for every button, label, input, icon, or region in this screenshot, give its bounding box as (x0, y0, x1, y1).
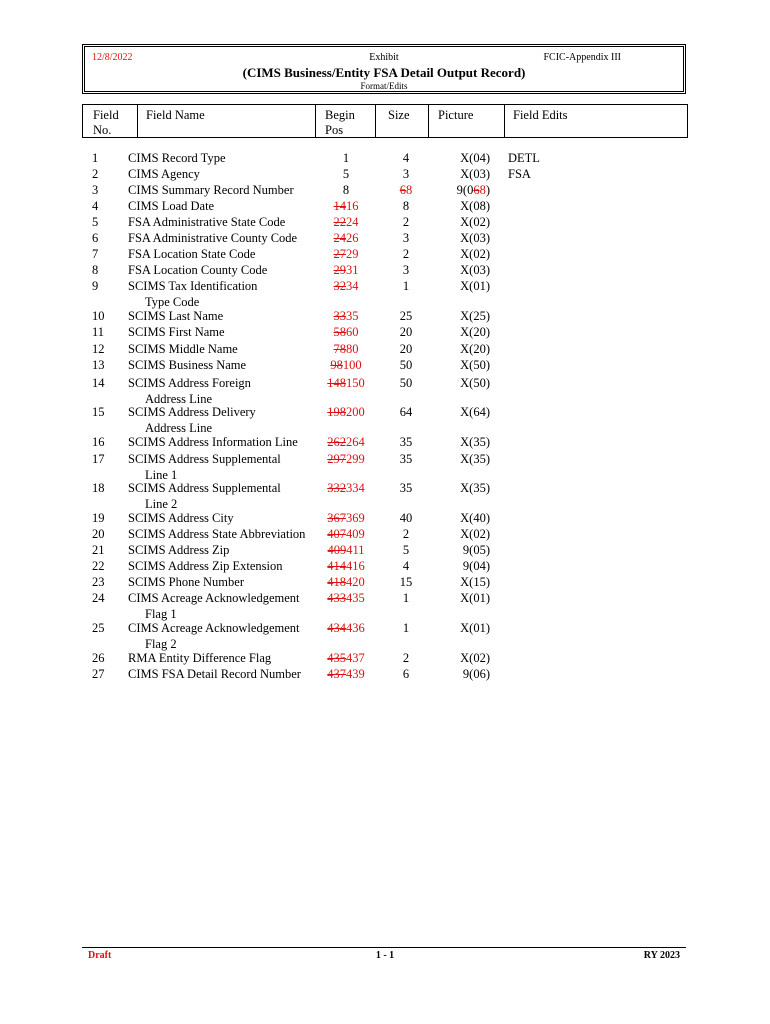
field-number: 14 (92, 376, 105, 390)
picture-text: X(04) (460, 151, 490, 165)
field-size-new: 15 (399, 575, 413, 589)
field-name (128, 199, 214, 215)
picture-text: X(35) (460, 481, 490, 495)
field-name (128, 511, 234, 527)
picture-text: 9(06) (462, 667, 490, 681)
picture-text: X(03) (460, 167, 490, 181)
field-name (128, 527, 305, 543)
field-name-continuation: Type Code (145, 294, 200, 309)
field-number: 22 (92, 559, 105, 573)
field-name-line: SCIMS Address Information Line (128, 435, 298, 449)
begin-position (318, 247, 374, 263)
begin-position-new: 435 (346, 591, 365, 605)
col-field-no: Field No. (93, 108, 119, 137)
field-name (128, 405, 256, 436)
field-name-line: FSA Administrative State Code (128, 215, 286, 229)
field-size (388, 358, 424, 374)
begin-position-old: 332 (327, 481, 346, 495)
field-picture (440, 575, 490, 591)
field-name (128, 621, 299, 652)
field-size (388, 575, 424, 591)
begin-position-new: 437 (346, 651, 365, 665)
field-number: 8 (92, 263, 99, 277)
begin-position (318, 543, 374, 559)
reinsurance-year: RY 2023 (643, 950, 680, 961)
begin-position-new: 5 (342, 167, 350, 181)
field-picture (440, 527, 490, 543)
field-name-line: CIMS Agency (128, 167, 200, 181)
field-name (128, 183, 294, 199)
begin-position (318, 309, 374, 325)
begin-position-old: 22 (333, 215, 346, 229)
field-name-continuation: Line 1 (145, 467, 178, 482)
field-size-new: 50 (399, 376, 413, 390)
field-name (128, 543, 229, 559)
begin-position (318, 183, 374, 199)
picture-text: X(01) (460, 621, 490, 635)
exhibit-header (82, 44, 686, 94)
field-number: 7 (92, 247, 99, 261)
field-size (388, 527, 424, 543)
field-name-continuation: Flag 2 (145, 636, 177, 651)
field-number: 3 (92, 183, 99, 197)
begin-position-old: 29 (333, 263, 346, 277)
begin-position-new: 29 (346, 247, 359, 261)
field-size (388, 199, 424, 215)
picture-text: 9(0 (456, 183, 474, 197)
field-size-old: 6 (399, 183, 406, 197)
field-name-continuation: Line 2 (145, 496, 178, 511)
begin-position-new: 8 (342, 183, 350, 197)
picture-text: X(01) (460, 279, 490, 293)
picture-text: X(02) (460, 215, 490, 229)
begin-position-new: 80 (346, 342, 359, 356)
field-size-new: 6 (402, 667, 410, 681)
begin-position-new: 26 (346, 231, 359, 245)
field-number: 6 (92, 231, 99, 245)
field-picture (440, 667, 490, 683)
field-picture (440, 651, 490, 667)
begin-position-old: 78 (333, 342, 346, 356)
field-name (128, 325, 225, 341)
field-size-new: 2 (402, 247, 410, 261)
field-name-line: SCIMS Address State Abbreviation (128, 527, 306, 541)
field-picture (440, 199, 490, 215)
picture-text: X(03) (460, 231, 490, 245)
page-number: 1 - 1 (375, 950, 395, 961)
field-size (388, 263, 424, 279)
field-name-continuation: Address Line (145, 391, 212, 406)
field-size (388, 215, 424, 231)
begin-position-old: 198 (327, 405, 346, 419)
field-number: 27 (92, 667, 105, 681)
exhibit-label: Exhibit (369, 52, 399, 63)
field-number: 17 (92, 452, 105, 466)
field-picture (440, 591, 490, 607)
field-name-line: SCIMS Address Supplemental (128, 481, 281, 495)
field-size-new: 3 (402, 231, 410, 245)
field-name (128, 342, 238, 358)
picture-text: X(02) (460, 651, 490, 665)
field-size (388, 543, 424, 559)
begin-position (318, 231, 374, 247)
begin-position-old: 437 (327, 667, 346, 681)
field-size-new: 35 (399, 435, 413, 449)
field-name-line: SCIMS Tax Identification (128, 279, 258, 293)
footer-rule (82, 947, 686, 948)
field-name (128, 263, 267, 279)
field-number: 19 (92, 511, 105, 525)
field-size-new: 35 (399, 452, 413, 466)
field-picture (440, 358, 490, 374)
begin-position-old: 148 (327, 376, 346, 390)
field-picture (440, 342, 490, 358)
field-name-line: SCIMS Address Zip (128, 543, 230, 557)
begin-position (318, 151, 374, 167)
begin-position (318, 167, 374, 183)
field-name (128, 591, 299, 622)
field-number: 16 (92, 435, 105, 449)
field-name-continuation: Flag 1 (145, 606, 177, 621)
field-picture (440, 215, 490, 231)
field-number: 12 (92, 342, 105, 356)
field-size-new: 2 (402, 651, 410, 665)
field-size-new: 1 (402, 621, 410, 635)
begin-position-new: 416 (346, 559, 365, 573)
field-name-line: SCIMS Last Name (128, 309, 224, 323)
field-name-line: SCIMS Address Foreign (128, 376, 251, 390)
field-number: 2 (92, 167, 99, 181)
field-size-new: 8 (402, 199, 410, 213)
begin-position (318, 481, 374, 497)
field-picture (440, 405, 490, 421)
begin-position-old: 414 (327, 559, 346, 573)
begin-position-new: 411 (346, 543, 365, 557)
begin-position (318, 591, 374, 607)
field-name (128, 215, 285, 231)
col-field-edits: Field Edits (513, 108, 568, 122)
field-size-new: 2 (402, 215, 410, 229)
begin-position-old: 407 (327, 527, 346, 541)
field-number: 15 (92, 405, 105, 419)
field-size-new: 64 (399, 405, 413, 419)
field-edit: DETL (508, 151, 540, 165)
begin-position (318, 435, 374, 451)
field-size-new: 50 (399, 358, 413, 372)
field-name-line: SCIMS First Name (128, 325, 225, 339)
field-name-line: RMA Entity Difference Flag (128, 651, 272, 665)
field-number: 23 (92, 575, 105, 589)
field-number: 9 (92, 279, 99, 293)
picture-text: X(15) (460, 575, 490, 589)
field-size (388, 247, 424, 263)
field-size (388, 651, 424, 667)
begin-position-old: 58 (333, 325, 346, 339)
field-picture (440, 151, 490, 167)
picture-text: 9(04) (462, 559, 490, 573)
begin-position-new: 420 (346, 575, 365, 589)
appendix-label: FCIC-Appendix III (543, 52, 621, 63)
field-size-new: 5 (402, 543, 410, 557)
field-size (388, 376, 424, 392)
begin-position (318, 199, 374, 215)
col-field-name: Field Name (146, 108, 205, 122)
picture-text: X(35) (460, 452, 490, 466)
field-size-new: 35 (399, 481, 413, 495)
field-size (388, 667, 424, 683)
begin-position-old: 27 (333, 247, 346, 261)
field-number: 4 (92, 199, 99, 213)
field-size-new: 20 (399, 342, 413, 356)
begin-position-new: 264 (346, 435, 365, 449)
field-number: 11 (92, 325, 105, 339)
picture-text: X(20) (460, 342, 490, 356)
picture-text: X(25) (460, 309, 490, 323)
begin-position-old: 435 (327, 651, 346, 665)
field-picture (440, 309, 490, 325)
picture-old: 6 (473, 183, 480, 197)
field-name (128, 167, 200, 183)
picture-text: X(64) (460, 405, 490, 419)
field-number: 18 (92, 481, 105, 495)
begin-position (318, 279, 374, 295)
begin-position-new: 31 (346, 263, 359, 277)
begin-position (318, 325, 374, 341)
picture-text: X(20) (460, 325, 490, 339)
begin-position-new: 34 (346, 279, 359, 293)
field-name-line: FSA Administrative County Code (128, 231, 298, 245)
field-size-new: 3 (402, 167, 410, 181)
field-picture (440, 231, 490, 247)
begin-position (318, 651, 374, 667)
field-name-line: CIMS FSA Detail Record Number (128, 667, 301, 681)
field-number: 26 (92, 651, 105, 665)
field-number: 10 (92, 309, 105, 323)
field-size-new: 1 (402, 279, 410, 293)
picture-text: X(50) (460, 376, 490, 390)
begin-position-old: 262 (327, 435, 346, 449)
field-picture (440, 559, 490, 575)
picture-text: X(08) (460, 199, 490, 213)
begin-position-new: 439 (346, 667, 365, 681)
begin-position-old: 409 (327, 543, 347, 557)
field-size (388, 231, 424, 247)
field-size (388, 151, 424, 167)
field-size-new: 3 (402, 263, 410, 277)
begin-position-new: 35 (346, 309, 359, 323)
field-size-new: 1 (402, 591, 410, 605)
field-name (128, 309, 223, 325)
picture-text: X(03) (460, 263, 490, 277)
field-name (128, 481, 281, 512)
begin-position-new: 1 (342, 151, 350, 165)
field-size (388, 559, 424, 575)
field-name-line: SCIMS Address Zip Extension (128, 559, 283, 573)
field-size (388, 481, 424, 497)
field-size-new: 40 (399, 511, 413, 525)
begin-position-new: 100 (342, 358, 362, 372)
field-picture (440, 325, 490, 341)
field-picture (440, 247, 490, 263)
field-number: 21 (92, 543, 105, 557)
picture-text: 9(05) (462, 543, 490, 557)
field-size (388, 435, 424, 451)
begin-position (318, 667, 374, 683)
field-picture (440, 263, 490, 279)
col-picture: Picture (438, 108, 474, 122)
begin-position-new: 24 (346, 215, 359, 229)
field-name-line: SCIMS Phone Number (128, 575, 244, 589)
begin-position (318, 575, 374, 591)
field-number: 20 (92, 527, 105, 541)
field-name-line: CIMS Acreage Acknowledgement (128, 591, 300, 605)
begin-position-old: 32 (333, 279, 346, 293)
begin-position (318, 452, 374, 468)
begin-position (318, 376, 374, 392)
field-name-line: SCIMS Middle Name (128, 342, 238, 356)
field-name (128, 435, 298, 451)
begin-position (318, 342, 374, 358)
field-size-new: 2 (402, 527, 410, 541)
begin-position-old: 418 (327, 575, 346, 589)
begin-position (318, 215, 374, 231)
field-number: 5 (92, 215, 99, 229)
field-name (128, 279, 257, 310)
field-name-line: FSA Location County Code (128, 263, 268, 277)
begin-position-new: 299 (346, 452, 365, 466)
field-number: 24 (92, 591, 105, 605)
field-picture (440, 543, 490, 559)
begin-position-old: 367 (327, 511, 346, 525)
field-number: 13 (92, 358, 105, 372)
begin-position-new: 200 (346, 405, 365, 419)
field-name (128, 151, 226, 167)
field-number: 25 (92, 621, 105, 635)
field-name-line: SCIMS Address Delivery (128, 405, 256, 419)
picture-text: X(40) (460, 511, 490, 525)
field-size (388, 167, 424, 183)
col-size: Size (388, 108, 410, 122)
picture-text: X(02) (460, 247, 490, 261)
field-picture (440, 435, 490, 451)
field-name (128, 575, 244, 591)
begin-position (318, 358, 374, 374)
begin-position (318, 511, 374, 527)
field-name (128, 651, 271, 667)
field-size-new: 25 (399, 309, 413, 323)
picture-text: X(50) (460, 358, 490, 372)
field-name (128, 452, 281, 483)
begin-position-old: 297 (327, 452, 346, 466)
field-size (388, 279, 424, 295)
field-picture (440, 511, 490, 527)
field-size (388, 405, 424, 421)
field-size (388, 511, 424, 527)
field-size (388, 452, 424, 468)
picture-new: 8 (479, 183, 486, 197)
field-size-new: 8 (406, 183, 413, 197)
revision-date: 12/8/2022 (92, 52, 133, 63)
begin-position-new: 369 (346, 511, 365, 525)
field-name-line: SCIMS Address City (128, 511, 234, 525)
column-header-row (82, 104, 688, 138)
field-number: 1 (92, 151, 99, 165)
col-begin-pos: Begin Pos (325, 108, 355, 137)
field-picture (440, 481, 490, 497)
field-name-line: CIMS Load Date (128, 199, 215, 213)
field-name (128, 376, 251, 407)
picture-end: ) (485, 183, 490, 197)
field-picture (440, 183, 490, 199)
field-picture (440, 167, 490, 183)
begin-position (318, 527, 374, 543)
begin-position-old: 434 (327, 621, 346, 635)
begin-position-new: 60 (346, 325, 359, 339)
field-name (128, 559, 283, 575)
field-size (388, 342, 424, 358)
begin-position-new: 150 (346, 376, 365, 390)
draft-status: Draft (88, 950, 112, 961)
field-name-line: SCIMS Address Supplemental (128, 452, 281, 466)
record-title: (CIMS Business/Entity FSA Detail Output Record) (242, 65, 526, 80)
field-size (388, 591, 424, 607)
field-name-continuation: Address Line (145, 420, 212, 435)
field-size (388, 183, 424, 199)
field-name (128, 231, 297, 247)
begin-position (318, 263, 374, 279)
begin-position-old: 33 (333, 309, 346, 323)
begin-position (318, 559, 374, 575)
begin-position (318, 621, 374, 637)
picture-text: X(02) (460, 527, 490, 541)
field-name-line: FSA Location State Code (128, 247, 256, 261)
begin-position-new: 334 (346, 481, 365, 495)
field-name-line: CIMS Record Type (128, 151, 226, 165)
field-name (128, 247, 255, 263)
field-size-new: 4 (402, 151, 410, 165)
field-size (388, 325, 424, 341)
field-name (128, 358, 246, 374)
field-edit: FSA (508, 167, 531, 181)
field-picture (440, 621, 490, 637)
begin-position-new: 436 (346, 621, 365, 635)
begin-position-new: 409 (346, 527, 365, 541)
field-picture (440, 376, 490, 392)
field-size-new: 4 (402, 559, 410, 573)
field-name-line: CIMS Summary Record Number (128, 183, 294, 197)
picture-text: X(35) (460, 435, 490, 449)
field-picture (440, 452, 490, 468)
field-picture (440, 279, 490, 295)
begin-position-new: 16 (346, 199, 359, 213)
field-name-line: CIMS Acreage Acknowledgement (128, 621, 300, 635)
begin-position (318, 405, 374, 421)
begin-position-old: 14 (333, 199, 346, 213)
begin-position-old: 433 (327, 591, 346, 605)
record-subtitle: Format/Edits (360, 81, 408, 91)
field-size (388, 309, 424, 325)
begin-position-old: 24 (333, 231, 346, 245)
field-name-line: SCIMS Business Name (128, 358, 247, 372)
picture-text: X(01) (460, 591, 490, 605)
field-size-new: 20 (399, 325, 413, 339)
field-name (128, 667, 301, 683)
field-size (388, 621, 424, 637)
begin-position-old: 98 (330, 358, 343, 372)
